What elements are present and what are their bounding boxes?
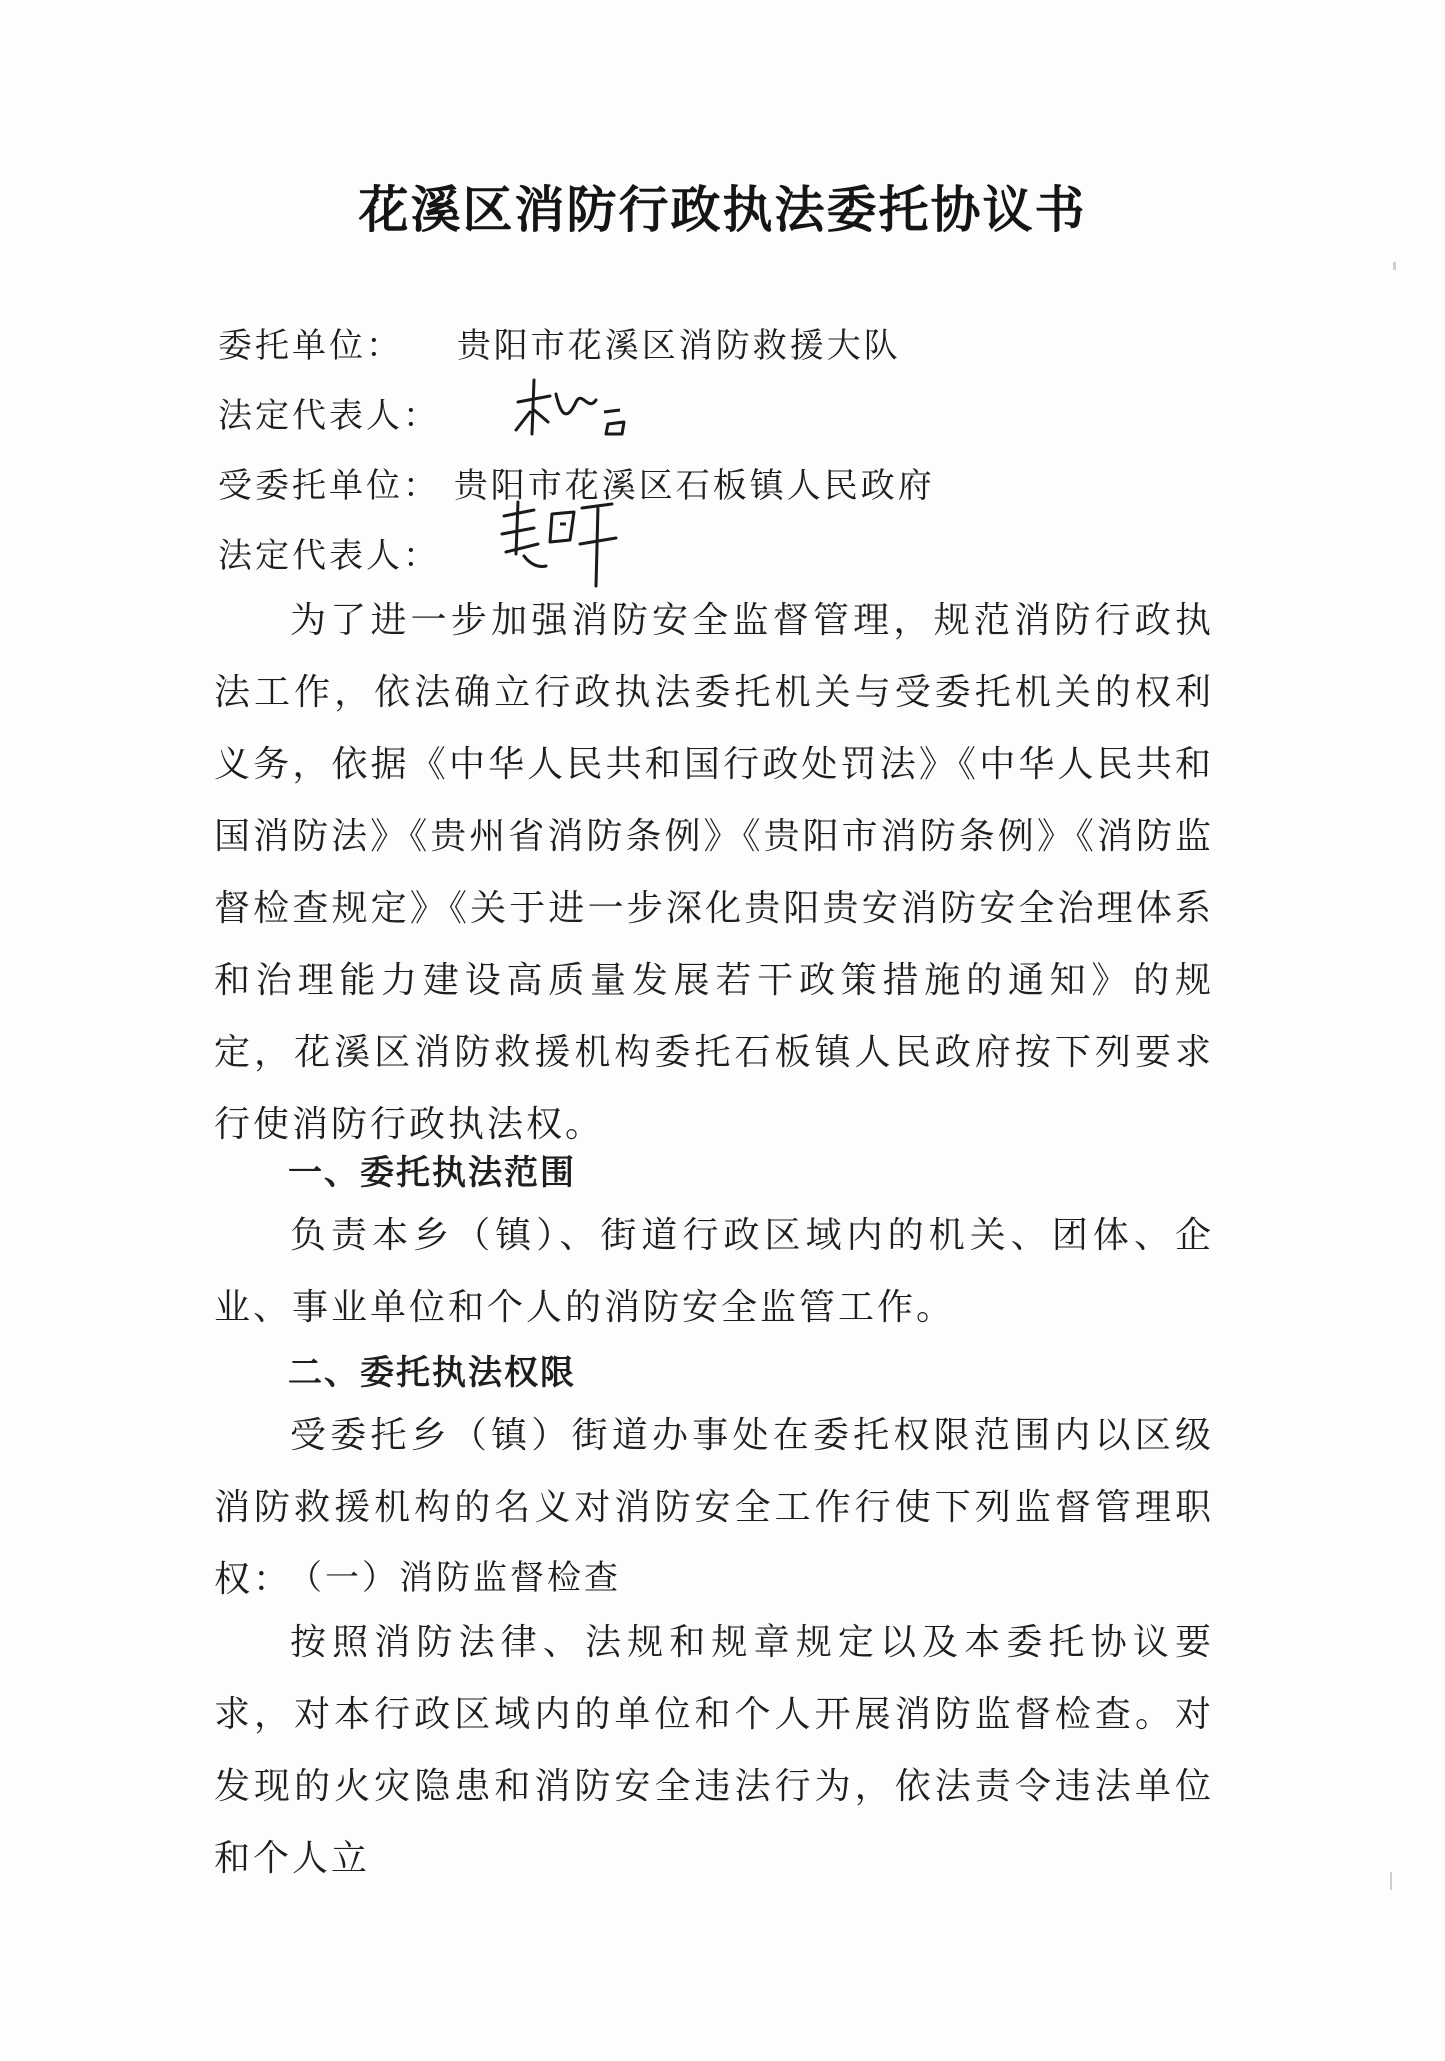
subsection-1-heading: （一）消防监督检查 [288,1558,621,1598]
scan-mark [1393,262,1396,270]
section-2-body: 受委托乡（镇）街道办事处在委托权限范围内以区级消防救援机构的名义对消防安全工作行使下列监督管理职权： [214,1415,1214,1600]
party-value: 贵阳市花溪区消防救援大队 [456,326,901,366]
party-legal-rep-1 [218,388,440,437]
party-legal-rep-2 [218,528,440,577]
subsection-1-body: 按照消防法律、法规和规章规定以及本委托协议要求，对本行政区域内的单位和个人开展消防监督检查。对发现的火灾隐患和消防安全违法行为，依法责令违法单位和个人立 [214,1622,1214,1879]
section-1-heading: 一、委托执法范围 [288,1153,576,1193]
section-2-heading: 二、委托执法权限 [288,1353,576,1393]
party-label: 法定代表人： [218,396,440,436]
party-entrusting-unit [218,318,901,367]
section-1-body: 负责本乡（镇）、街道行政区域内的机关、团体、企业、事业单位和个人的消防安全监管工作。 [214,1215,1214,1328]
signature-legal-rep-1 [500,372,640,452]
party-label: 委托单位： [218,326,403,366]
party-value: 贵阳市花溪区石板镇人民政府 [453,466,935,506]
signature-legal-rep-2 [494,494,634,594]
party-label: 法定代表人： [218,536,440,576]
party-label: 受委托单位： [218,466,440,506]
scan-mark [1390,1872,1392,1890]
intro-paragraph: 为了进一步加强消防安全监督管理，规范消防行政执法工作，依法确立行政执法委托机关与受委托机关的权利义务，依据《中华人民共和国行政处罚法》《中华人民共和国消防法》《贵州省消防条例》《贵阳市消防条例》《消防监督检查规定》《关于进一步深化贵阳贵安消防安全治理体系和治理能力建设高质量发展若干政策措施的通知》的规定，花溪区消防救援机构委托石板镇人民政府按下列要求行使消防行政执法权。 [214,600,1214,1145]
document-title: 花溪区消防行政执法委托协议书 [358,180,1087,239]
